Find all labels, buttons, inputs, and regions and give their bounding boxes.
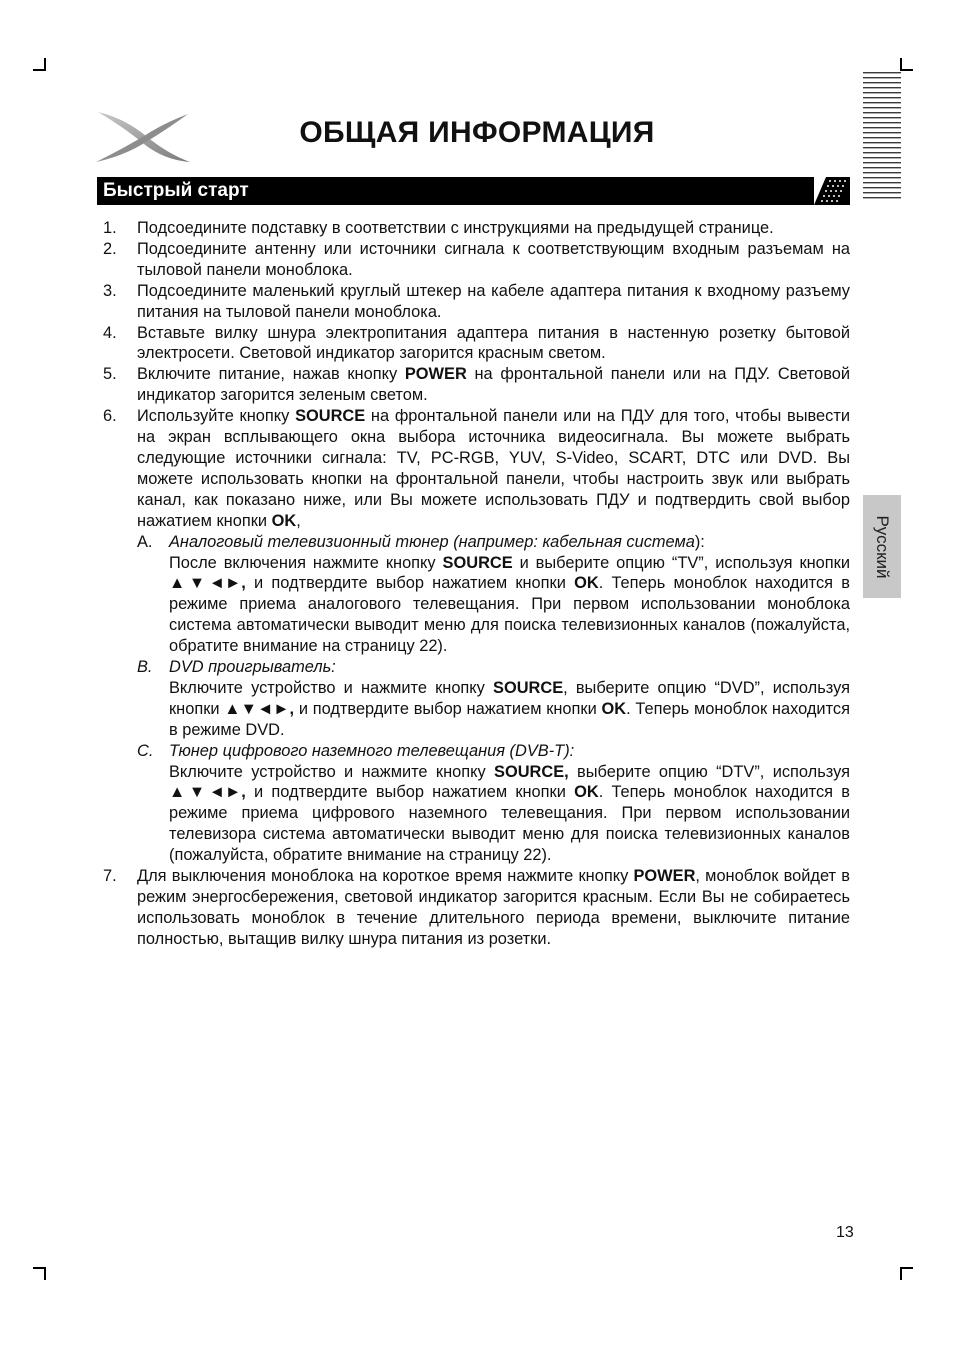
list-item (103, 323, 850, 365)
sub-item-b (137, 657, 850, 741)
dot-pattern-decoration (814, 177, 850, 205)
striped-decoration (863, 72, 901, 200)
item-number: 6. (103, 407, 117, 426)
sub-item-c (137, 741, 850, 866)
item-text: Вставьте вилку шнура электропитания адаптера питания в настенную розетку бытовой электросети. Световой индикатор загорится красным светом. (137, 323, 850, 363)
item-number: 7. (103, 867, 117, 886)
instructions-list (103, 218, 850, 950)
sub-item-letter: C. (137, 741, 154, 760)
list-item (103, 218, 850, 239)
list-item (103, 406, 850, 531)
list-item (103, 239, 850, 281)
page-title: ОБЩАЯ ИНФОРМАЦИЯ (299, 116, 655, 149)
section-header-bar (97, 177, 850, 205)
crop-mark-top-right (900, 69, 913, 71)
sub-item-text: DVD проигрыватель: Включите устройство и нажмите кнопку SOURCE, выберите опцию “DVD”, используя кнопки ▲▼◄►, и подтвердите выбор нажатием кнопки OK. Теперь моноблок находится в режиме DVD. (169, 658, 851, 739)
language-tab (863, 495, 901, 598)
item-number: 1. (103, 219, 117, 237)
crop-mark-bottom-right (900, 1267, 913, 1269)
language-tab-label: Русский (873, 514, 892, 579)
sub-item-letter: B. (137, 658, 153, 677)
crop-mark-top-left (33, 69, 46, 71)
item-number: 3. (103, 281, 117, 300)
item-text: Подсоедините маленький круглый штекер на кабеле адаптера питания к входному разъему питания на тыловой панели моноблока. (137, 281, 850, 321)
item-text: Для выключения моноблока на короткое время нажмите кнопку POWER, моноблок войдет в режим энергосбережения, световой индикатор загорится красным. Если Вы не собираетесь использовать моноблок в течение длительного периода времени, выключите питание полностью, вытащив вилку шнура питания из розетки. (137, 867, 850, 948)
sub-item-a (137, 532, 850, 657)
item-text: Включите питание, нажав кнопку POWER на фронтальной панели или на ПДУ. Световой индикатор загорится зеленым светом. (137, 365, 850, 405)
sub-item-text: Аналоговый телевизионный тюнер (например: кабельная система): После включения нажмите кнопку SOURCE и выберите опцию “TV”, используя кнопки ▲▼◄►, и подтвердите выбор нажатием кнопки OK. Теперь моноблок находится в режиме приема аналогового телевещания. При первом использовании моноблока система автоматически выводит меню для поиска телевизионных каналов (пожалуйста, обратите внимание на страницу 22). (169, 532, 850, 656)
item-text: Подсоедините антенну или источники сигнала к соответствующим входным разъемам на тыловой панели моноблока. (137, 239, 850, 279)
sub-item-text: Тюнер цифрового наземного телевещания (DVB-T): Включите устройство и нажмите кнопку SOURCE, выберите опцию “DTV”, используя ▲▼◄►, и подтвердите выбор нажатием кнопки OK. Теперь моноблок находится в режиме приема цифрового наземного телевещания. При первом использовании телевизора система автоматически выводит меню для поиска телевизионных каналов (пожалуйста, обратите внимание на страницу 22). (169, 741, 850, 865)
list-item (103, 281, 850, 323)
item-number: 2. (103, 239, 117, 258)
sub-item-letter: A. (137, 532, 153, 551)
list-item (103, 364, 850, 406)
item-number: 4. (103, 323, 117, 342)
section-title: Быстрый старт (103, 180, 249, 201)
item-number: 5. (103, 365, 117, 384)
crop-mark-bottom-left (33, 1267, 46, 1269)
item-text: Используйте кнопку SOURCE на фронтальной панели или на ПДУ для того, чтобы вывести на экран всплывающего окна выбора источника видеосигнала. Вы можете выбрать следующие источники сигнала: TV, PC-RGB, YUV, S-Video, SCART, DTC или DVD. Вы можете использовать кнопки на фронтальной панели, чтобы настроить звук или выбрать канал, как показано ниже, или Вы можете использовать ПДУ и подтвердить свой выбор нажатием кнопки OK, (137, 407, 850, 530)
item-text: Подсоедините подставку в соответствии с инструкциями на предыдущей странице. (137, 219, 774, 237)
page-number: 13 (836, 1224, 854, 1241)
list-item (103, 866, 850, 950)
